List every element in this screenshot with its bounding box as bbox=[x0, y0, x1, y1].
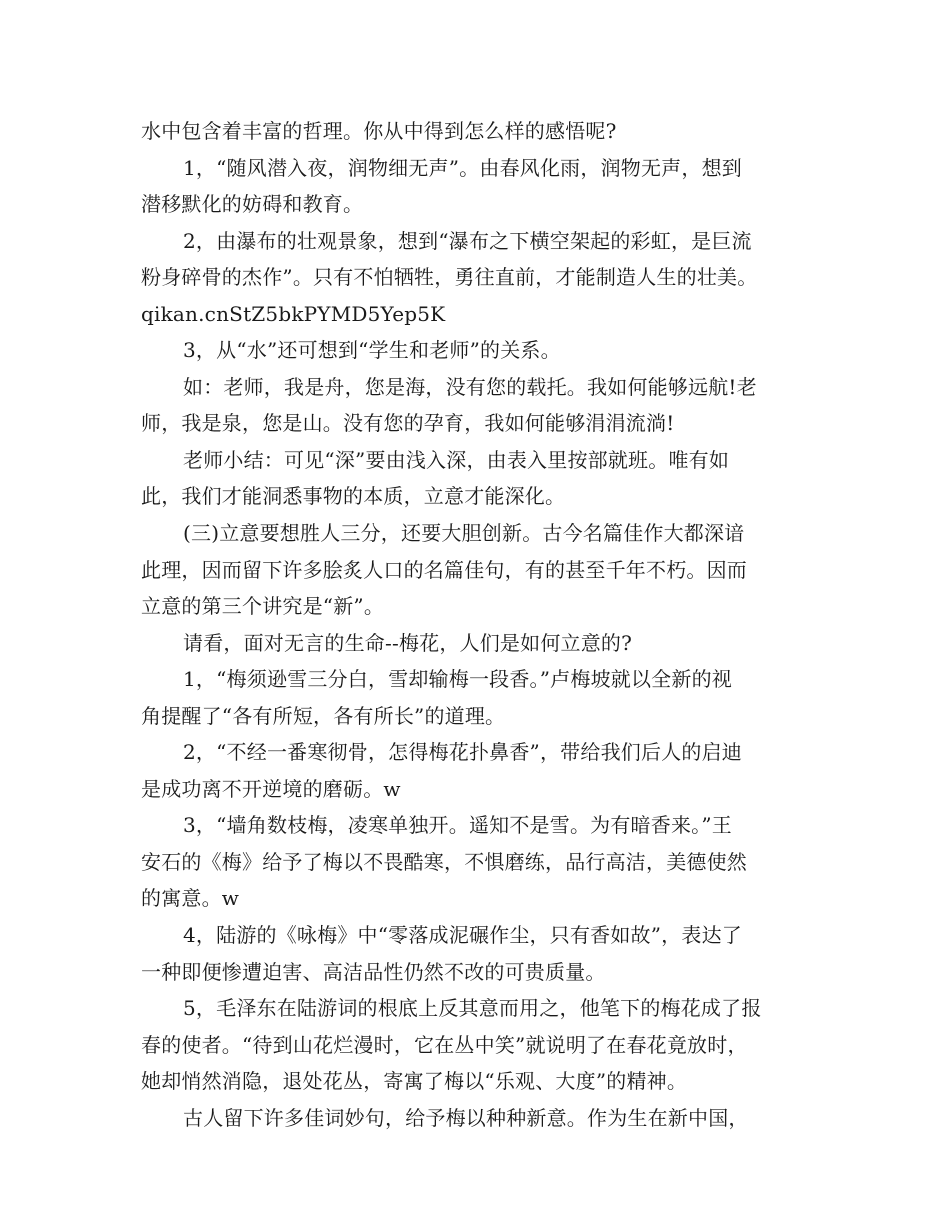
text-line: 角提醒了“各有所短，各有所长”的道理。 bbox=[141, 703, 506, 728]
text-line: 她却悄然消隐，退处花丛，寄寓了梅以“乐观、大度”的精神。 bbox=[141, 1069, 688, 1094]
text-line: 1，“梅须逊雪三分白，雪却输梅一段香。”卢梅坡就以全新的视 bbox=[183, 667, 732, 692]
text-line: (三)立意要想胜人三分，还要大胆创新。古今名篇佳作大都深谙 bbox=[183, 521, 745, 546]
text-line: 是成功离不开逆境的磨砺。w bbox=[141, 776, 401, 801]
text-line: 3，“墙角数枝梅，凌寒单独开。遥知不是雪。为有暗香来。”王 bbox=[183, 813, 732, 838]
text-line: 5，毛泽东在陆游词的根底上反其意而用之，他笔下的梅花成了报 bbox=[183, 996, 762, 1021]
text-line: 2，由瀑布的壮观景象，想到“瀑布之下横空架起的彩虹，是巨流 bbox=[183, 228, 752, 253]
text-line: 古人留下许多佳词妙句，给予梅以种种新意。作为生在新中国， bbox=[183, 1105, 749, 1130]
text-line: 请看，面对无言的生命--梅花，人们是如何立意的? bbox=[183, 630, 633, 655]
text-line: 潜移默化的妨碍和教育。 bbox=[141, 192, 364, 217]
text-line: 一种即便惨遭迫害、高洁品性仍然不改的可贵质量。 bbox=[141, 959, 606, 984]
text-line: 的寓意。w bbox=[141, 886, 240, 911]
text-line: 如：老师，我是舟，您是海，没有您的载托。我如何能够远航!老 bbox=[183, 374, 757, 399]
text-line: 此理，因而留下许多脍炙人口的名篇佳句，有的甚至千年不朽。因而 bbox=[141, 557, 747, 582]
text-line: 立意的第三个讲究是“新”。 bbox=[141, 594, 385, 619]
text-line: 粉身碎骨的杰作”。只有不怕牺牲，勇往直前，才能制造人生的壮美。 bbox=[141, 265, 758, 290]
text-line: 此，我们才能洞悉事物的本质，立意才能深化。 bbox=[141, 484, 566, 509]
text-line: 春的使者。“待到山花烂漫时，它在丛中笑”就说明了在春花竟放时， bbox=[141, 1032, 748, 1057]
text-line: 老师小结：可见“深”要由浅入深，由表入里按部就班。唯有如 bbox=[183, 447, 730, 472]
text-line: 2，“不经一番寒彻骨，怎得梅花扑鼻香”，带给我们后人的启迪 bbox=[183, 740, 742, 765]
body-text bbox=[141, 113, 821, 1136]
text-line: 3，从“水”还可想到“学生和老师”的关系。 bbox=[183, 338, 561, 363]
text-line: 水中包含着丰富的哲理。你从中得到怎么样的感悟呢? bbox=[141, 119, 617, 143]
text-line: qikan.cnStZ5bkPYMD5Yep5K bbox=[141, 301, 446, 326]
text-line: 4，陆游的《咏梅》中“零落成泥碾作尘，只有香如故”，表达了 bbox=[183, 923, 742, 948]
text-line: 安石的《梅》给予了梅以不畏酷寒，不惧磨练，品行高洁，美德使然 bbox=[141, 849, 747, 874]
text-line: 师，我是泉，您是山。没有您的孕育，我如何能够涓涓流淌! bbox=[141, 411, 675, 436]
text-line: 1，“随风潜入夜，润物细无声”。由春风化雨，润物无声，想到 bbox=[183, 155, 742, 180]
